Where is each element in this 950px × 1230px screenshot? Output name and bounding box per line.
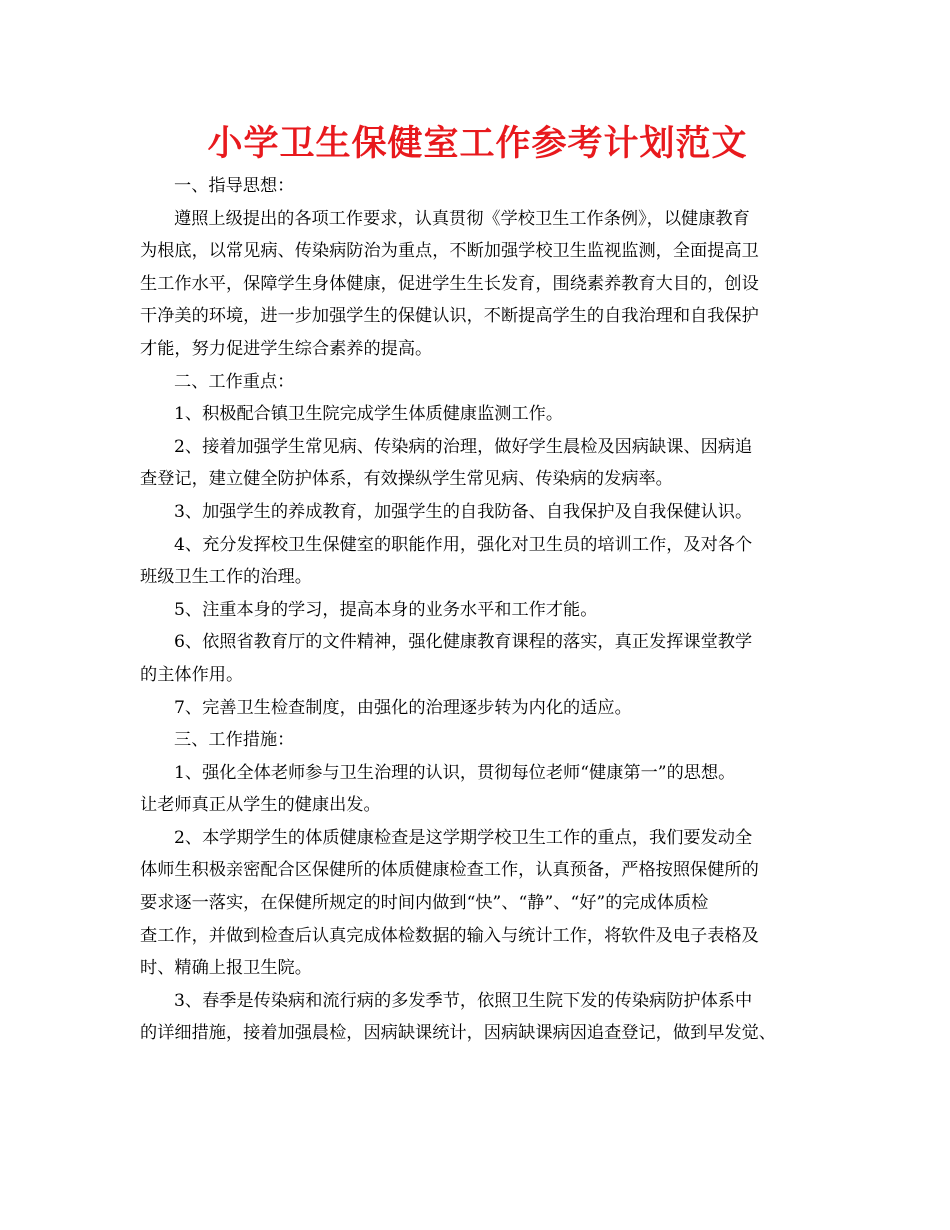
text-line: 3、加强学生的养成教育，加强学生的自我防备、自我保护及自我保健认识。 [174, 501, 753, 522]
document-page [140, 118, 815, 1050]
text-line: 干净美的环境，进一步加强学生的保健认识，不断提高学生的自我治理和自我保护 [140, 306, 759, 327]
text-line: 4、充分发挥校卫生保健室的职能作用，强化对卫生员的培训工作，及对各个 [174, 534, 753, 555]
document-body [140, 170, 815, 1050]
text-line: 6、依照省教育厅的文件精神，强化健康教育课程的落实，真正发挥课堂教学 [174, 632, 753, 653]
text-line: 的主体作用。 [140, 664, 244, 685]
text-line: 2、接着加强学生常见病、传染病的治理，做好学生晨检及因病缺课、因病追 [174, 436, 753, 457]
text-line: 查登记，建立健全防护体系，有效操纵学生常见病、传染病的发病率。 [140, 469, 673, 490]
text-line: 2、本学期学生的体质健康检查是这学期学校卫生工作的重点，我们要发动全 [174, 827, 753, 848]
paragraph [140, 626, 815, 691]
text-line: 1、强化全体老师参与卫生治理的认识，贯彻每位老师“健康第一”的思想。 [174, 762, 736, 783]
paragraph [140, 692, 815, 725]
text-line: 的详细措施，接着加强晨检，因病缺课统计，因病缺课病因追查登记，做到早发觉、 [140, 1023, 776, 1044]
text-line: 7、完善卫生检查制度，由强化的治理逐步转为内化的适应。 [174, 697, 632, 718]
text-line: 三、工作措施： [174, 730, 295, 751]
text-line: 要求逐一落实，在保健所规定的时间内做到“快”、“静”、“好”的完成体质检 [140, 893, 709, 914]
text-line: 为根底，以常见病、传染病防治为重点，不断加强学校卫生监视监测，全面提高卫 [140, 241, 759, 262]
paragraph [140, 822, 815, 985]
paragraph [140, 594, 815, 627]
text-line: 3、春季是传染病和流行病的多发季节，依照卫生院下发的传染病防护体系中 [174, 990, 753, 1011]
paragraph [140, 203, 815, 366]
text-line: 5、注重本身的学习，提高本身的业务水平和工作才能。 [174, 599, 598, 620]
text-line: 一、指导思想： [174, 176, 295, 196]
text-line: 生工作水平，保障学生身体健康，促进学生生长发育，围绕素养教育大目的，创设 [140, 273, 759, 294]
document-title: 小学卫生保健室工作参考计划范文 [207, 124, 748, 164]
paragraph [140, 757, 815, 822]
paragraph [140, 431, 815, 496]
text-line: 遵照上级提出的各项工作要求，认真贯彻《学校卫生工作条例》，以健康教育 [174, 208, 750, 229]
paragraph [140, 398, 815, 431]
text-line: 1、积极配合镇卫生院完成学生体质健康监测工作。 [174, 404, 564, 425]
text-line: 查工作，并做到检查后认真完成体检数据的输入与统计工作，将软件及电子表格及 [140, 925, 759, 946]
paragraph [140, 724, 815, 757]
text-line: 班级卫生工作的治理。 [140, 567, 312, 588]
paragraph [140, 366, 815, 399]
text-line: 才能，努力促进学生综合素养的提高。 [140, 338, 433, 359]
paragraph [140, 985, 815, 1050]
paragraph [140, 529, 815, 594]
paragraph [140, 170, 815, 203]
text-line: 体师生积极亲密配合区保健所的体质健康检查工作，认真预备，严格按照保健所的 [140, 860, 759, 881]
text-line: 二、工作重点： [174, 371, 295, 392]
paragraph [140, 496, 815, 529]
text-line: 时、精确上报卫生院。 [140, 958, 312, 979]
text-line: 让老师真正从学生的健康出发。 [140, 795, 381, 816]
